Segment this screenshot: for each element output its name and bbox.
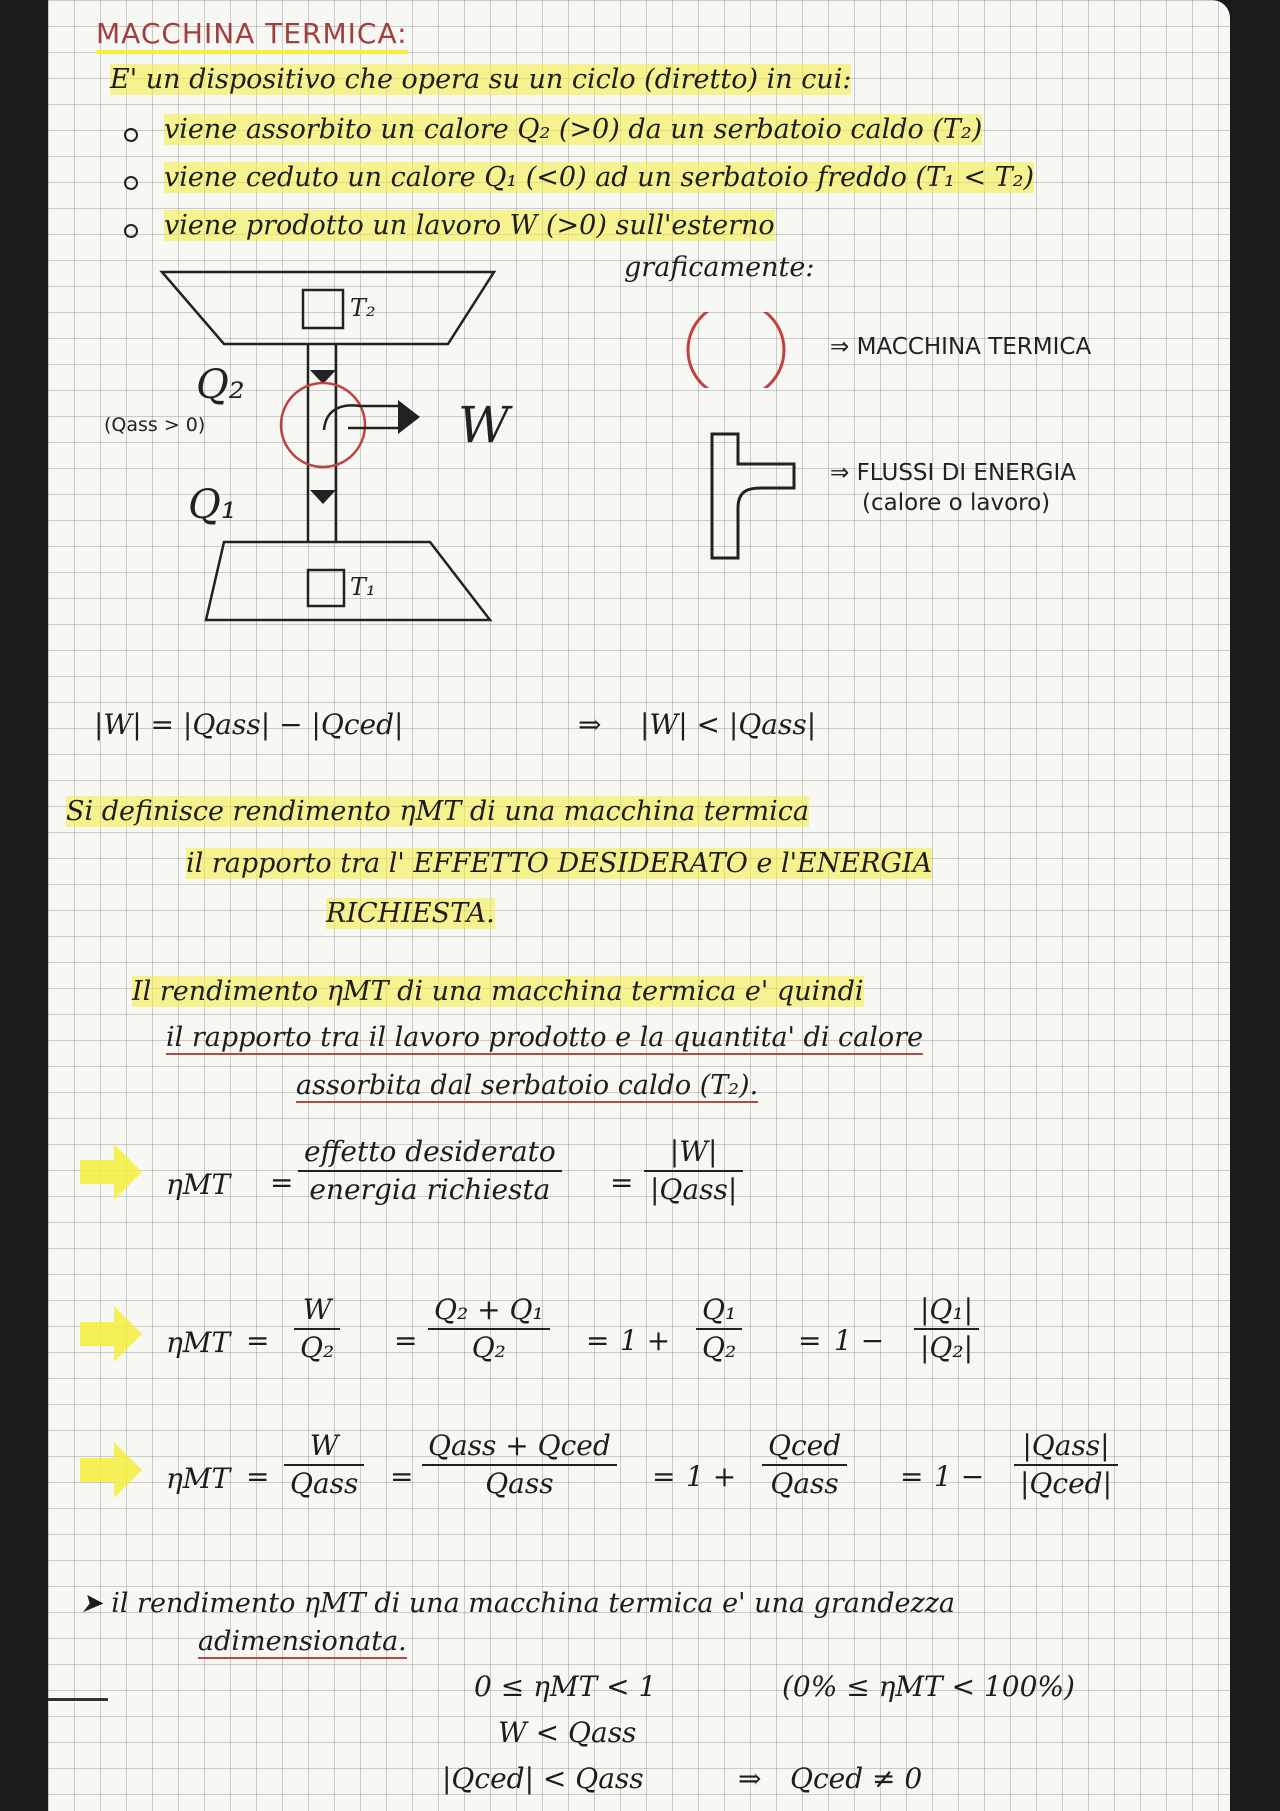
efficiency-symbol: ηMT (166, 1462, 231, 1495)
fraction-denominator: Q₂ (702, 1331, 737, 1364)
machine-circle-icon (682, 312, 792, 388)
legend-machine: ⇒ MACCHINA TERMICA (830, 334, 1092, 360)
notebook-page (48, 0, 1230, 1811)
fraction-denominator: Qass (290, 1467, 359, 1500)
fraction-denominator: Qass (770, 1467, 839, 1500)
cold-reservoir-label: T₁ (350, 573, 376, 601)
equals-sign: = (610, 1166, 634, 1199)
one-plus: 1 + (686, 1460, 737, 1493)
definition-line: il rapporto tra l' EFFETTO DESIDERATO e l'ENERGIA (186, 848, 933, 879)
fraction-denominator: Qass (485, 1467, 554, 1500)
fraction (422, 1428, 617, 1502)
heat-engine-diagram (98, 260, 518, 640)
hot-reservoir-label: T₂ (350, 294, 376, 322)
efficiency-definition: il rapporto tra il lavoro prodotto e la quantita' di calore (166, 1022, 924, 1053)
implies-arrow: ⇒ (578, 708, 602, 741)
efficiency-bounds: 0 ≤ ηMT < 1 (474, 1670, 657, 1703)
dimensionless-note: adimensionata. (198, 1626, 407, 1657)
ceded-heat-bound: |Qced| < Qass (442, 1762, 644, 1795)
bullet-item: viene ceduto un calore Q₁ (<0) ad un serbatoio freddo (T₁ < T₂) (164, 162, 1035, 193)
fraction-numerator: W (284, 1428, 364, 1466)
equals-sign: = (390, 1460, 414, 1493)
fraction-numerator: effetto desiderato (298, 1134, 562, 1172)
efficiency-symbol: ηMT (166, 1326, 231, 1359)
dimensionless-note: ➤ il rendimento ηMT di una macchina termica e' una grandezza (80, 1588, 956, 1619)
fraction-numerator: |W| (644, 1134, 743, 1172)
equals-sign: = (900, 1460, 924, 1493)
efficiency-definition: Il rendimento ηMT di una macchina termica e' quindi (132, 976, 864, 1007)
bullet-dot (124, 176, 138, 190)
fraction (284, 1428, 364, 1502)
margin-dash (48, 1698, 108, 1701)
equals-sign: = (270, 1166, 294, 1199)
fraction-numerator: Q₂ + Q₁ (428, 1292, 550, 1330)
definition-line: RICHIESTA. (326, 898, 495, 929)
efficiency-bounds-percent: (0% ≤ ηMT < 100%) (782, 1670, 1075, 1703)
one-minus: 1 − (834, 1324, 885, 1357)
equals-sign: = (798, 1324, 822, 1357)
q2-label: Q₂ (196, 362, 245, 408)
fraction-denominator: |Q₂| (920, 1331, 974, 1364)
work-balance: |W| = |Qass| − |Qced| (94, 708, 404, 741)
fraction-numerator: Q₁ (696, 1292, 742, 1330)
highlight-arrow-icon (80, 1144, 142, 1200)
fraction (762, 1428, 847, 1502)
fraction-denominator: |Qass| (650, 1173, 738, 1206)
fraction-denominator: Q₂ (471, 1331, 506, 1364)
implies-arrow: ⇒ (738, 1762, 762, 1795)
intro-text: E' un dispositivo che opera su un ciclo (diretto) in cui: (110, 64, 852, 95)
equals-sign: = (394, 1324, 418, 1357)
fraction-desired-over-required (298, 1134, 562, 1208)
fraction-denominator: Q₂ (300, 1331, 335, 1364)
fraction (294, 1292, 340, 1366)
efficiency-symbol: ηMT (166, 1168, 231, 1201)
one-plus: 1 + (620, 1324, 671, 1357)
fraction-denominator: energia richiesta (309, 1173, 551, 1206)
fraction (1014, 1428, 1118, 1502)
legend-heading: graficamente: (624, 252, 815, 283)
work-bound: W < Qass (498, 1716, 637, 1749)
q1-label: Q₁ (188, 482, 237, 528)
work-inequality: |W| < |Qass| (640, 708, 817, 741)
equals-sign: = (652, 1460, 676, 1493)
fraction (914, 1292, 979, 1366)
fraction-numerator: Qass + Qced (422, 1428, 617, 1466)
fraction-numerator: |Qass| (1014, 1428, 1118, 1466)
fraction-work-over-qass (644, 1134, 743, 1208)
bullet-dot (124, 128, 138, 142)
fraction-numerator: |Q₁| (914, 1292, 979, 1330)
definition-line: Si definisce rendimento ηMT di una macchina termica (66, 796, 810, 827)
page-title: MACCHINA TERMICA: (96, 18, 408, 54)
equals-sign: = (586, 1324, 610, 1357)
work-label: W (458, 396, 510, 454)
one-minus: 1 − (934, 1460, 985, 1493)
equals-sign: = (246, 1324, 270, 1357)
highlight-arrow-icon (80, 1442, 142, 1498)
bullet-dot (124, 224, 138, 238)
q-ass-condition: (Qass > 0) (104, 414, 206, 436)
legend-flows-note: (calore o lavoro) (862, 490, 1051, 516)
fraction (428, 1292, 550, 1366)
fraction-numerator: Qced (762, 1428, 847, 1466)
fraction-numerator: W (294, 1292, 340, 1330)
bullet-item: viene assorbito un calore Q₂ (>0) da un serbatoio caldo (T₂) (164, 114, 983, 145)
equals-sign: = (246, 1460, 270, 1493)
efficiency-definition: assorbita dal serbatoio caldo (T₂). (296, 1070, 759, 1101)
highlight-arrow-icon (80, 1306, 142, 1362)
fraction (696, 1292, 742, 1366)
fraction-denominator: |Qced| (1020, 1467, 1112, 1500)
bullet-item: viene prodotto un lavoro W (>0) sull'esterno (164, 210, 775, 241)
legend-flows: ⇒ FLUSSI DI ENERGIA (830, 460, 1077, 486)
ceded-heat-nonzero: Qced ≠ 0 (790, 1762, 923, 1795)
energy-flow-icon (698, 428, 802, 562)
